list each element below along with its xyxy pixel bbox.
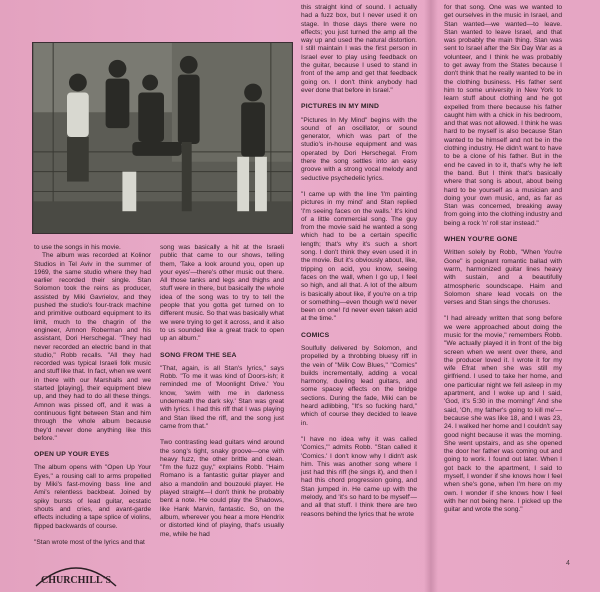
paragraph: "Stan wrote most of the lyrics and that bbox=[34, 538, 145, 546]
paragraph: for that song. One was we wanted to get ourselves in the music in Israel, and Stan wanted—we wanted—to leave. Stan wanted to leave Israel, and that was probably the main thing. Stan was sent to Israel after the Six Day War as a volunteer, and I think he was probably to get away from the States because I don't think that he really wanted to be in the clothing business. His father sent him to some university in New York to learn stuff about clothing and he got expelled from there because his father caught him with a chick in his bedroom, and that was not allowed. I think he was hard to be myself is also because Stan wanted to be himself and not be in the clothing industry. He didn't want to have to be a clone of his father. But in the end he caved in to it, that's why he left the band. But I think that's basically where that song is about, about being hard to be yourself as a musician and doing your own music, and, as far as Stan was concerned, breaking away from going into the clothing industry and being a rock 'n' roll star instead." bbox=[444, 4, 562, 227]
band-photo bbox=[32, 42, 293, 234]
paragraph: "I came up with the line 'I'm painting pictures in my mind' and Stan replied 'I'm seeing faces on the walls.' It's kind of a little commercial song. The guy from the movie said he wanted a song which had to be a certain specific length; that's why it's such a short song. I don't think they even used it in the movie. But it's obviously about, like, tripping on acid, you know, seeing faces on the wall, when I go up, I feel so high, and all that. A lot of the album is basically about like, if you're on a trip or something—even though we'd never been on one! I'd never even taken acid at the time." bbox=[301, 190, 417, 323]
paragraph: The album was recorded at Kolinor Studios in Tel Aviv in the summer of 1969, the same studio where they had earlier recorded their single. Stan Solomon took the reins as producer, assisted by Miki Gavrielov, and they pushed the studio's four-track machine and primitive outboard equipment to its limit, much to the chagrin of the engineer, Amnon Roberman and his assistant, Dori Herschegal. "They had never recorded an electric band in that studio," Robb recalls. "All they had recorded was typical Israeli folk music and stuff like that. In fact, when we went in there with our Marshalls and we started [playing], their equipment blew up, and they had to do all these things. Amnon was pissed off, and it was a continuous fight between Stan and him through the whole album because they'd never done anything like this before." bbox=[34, 252, 151, 442]
paragraph: song was basically a hit at the Israeli public that came to our shows, telling them, 'Take a look around you, open up your eyes'—there's other music out there. All those tanks and legs and thighs and stuff were in there, but basically the whole idea of the song was to try to tell the people that you gotta get turned on to different music. So that was basically what we were trying to get it across, and it also to us sounded like a great track to open up an album." bbox=[160, 244, 284, 343]
paragraph: Two contrasting lead guitars wind around the song's tight, snaky groove—one with heavy fuzz, the other brittle and clean. "I'm the fuzz guy," explains Robb. "Haim Romano is a fantastic guitar player and also a mandolin and bouzouki player. He played straight—I don't think he probably bent a note. He could play the Shadows, like Hank Marvin, fantastic. So, on the album, wherever you hear a more Hendrix or distorted kind of playing, that's usually me, while he had bbox=[160, 439, 284, 538]
paragraph: "Pictures In My Mind" begins with the sound of an oscillator, or sound generator, which was part of the studio's in-house equipment and was operated by Dori Herschegal. From there the song settles into an easy groove with a strong vocal melody and seductive psychedelic lyrics. bbox=[301, 116, 417, 182]
text-column-4 bbox=[444, 4, 562, 584]
text-column-1 bbox=[34, 244, 151, 572]
text-column-3 bbox=[301, 4, 417, 584]
text-column-2 bbox=[160, 244, 284, 580]
paragraph: Written solely by Robb, "When You're Gone" is poignant romantic ballad with warm, harmonized guitar lines heavy with sustain, and a beautifully atmospheric soundscape. Haim and Solomon share lead vocals on the verses and Stan sings the choruses. bbox=[444, 249, 562, 307]
churchills-logo-mark bbox=[34, 556, 118, 590]
paragraph: "I had already written that song before we were approached about doing the music for the movie," remembers Robb. "We actually played it in front of the big screen when we went over there, and the producer loved it. I wrote it for my wife Efrat when she was still my girlfriend. I used to take her home, and one particular night we fell asleep in my apartment, and I woke up and I said, 'God, it's 5:30 in the morning!' And she said, 'Oh, my father's going to kill me'—because she was like 18, and I was 23, 24. I walked her home and I couldn't say good night because it was the morning. She went upstairs, and as she opened the door her father was coming out and going to work. I found out later. When I got back to the apartment, I said to myself, I wonder if she knows how I feel when she's gone, when I'm here on my own. I wonder if she knows how I feel with her not being here. I picked up the guitar and wrote the song." bbox=[444, 315, 562, 514]
paragraph: "That, again, is all Stan's lyrics," says Robb. "To me it was kind of Doors-ish; it reminded me of 'Moonlight Drive.' You know, 'swim with me in darkness underneath the dark sky.' Stan was great with lyrics. I had this riff that I was playing and Stan liked the riff, and the song just came from that." bbox=[160, 364, 284, 430]
section-heading: SONG FROM THE SEA bbox=[160, 351, 237, 359]
section-heading: PICTURES IN MY MIND bbox=[301, 103, 380, 111]
paragraph: Soulfully delivered by Solomon, and propelled by a throbbing bluesy riff in the vein of "Milk Cow Blues," "Comics" builds incrementally, adding a vocal harmony, dueling lead guitars, and some spacey effects on the bridge sections. During the fade, Miki can be heard adlibbing, "It's so fucking hard," which of course they decided to leave in. bbox=[301, 344, 417, 427]
band-photo-illustration bbox=[33, 43, 292, 233]
paragraph: The album opens with "Open Up Your Eyes," a rousing call to arms propelled by Miki's fast-moving bass line and Ami's relentless backbeat. Joined by spiky bursts of lead guitar, ecstatic shouts and cries, and avant-garde effects including a tape splice of violins, flipped backwards of course. bbox=[34, 464, 151, 530]
section-heading: OPEN UP YOUR EYES bbox=[34, 451, 110, 459]
paragraph: this straight kind of sound. I actually had a fuzz box, but I never used it on stage. In those days there were no effects; you just turned the amp all the way up and used the natural distortion. I still maintain I was the first person in Israel ever to play using feedback on the guitar, because I used to stand in front of the amp and get that feedback going on. I don't think anybody had ever done that before in Israel." bbox=[301, 4, 417, 94]
section-heading: WHEN YOU'RE GONE bbox=[444, 236, 518, 244]
page-number: 4 bbox=[566, 560, 570, 567]
booklet-spine bbox=[424, 0, 438, 592]
logo-text: CHURCHILL'S bbox=[40, 575, 112, 586]
churchills-logo bbox=[34, 556, 118, 590]
paragraph: "I have no idea why it was called 'Comics,'" admits Robb. "Stan called it 'Comics.' I don't know why I didn't ask him. This was another song where I just had this riff (he sings it), and then I had this chord progression going, and Stan jumped in. He came up with the melody, and 'it's so hard to be myself'—and all that stuff. I think there are two reasons behind the lyrics that he wrote bbox=[301, 435, 417, 518]
section-heading: COMICS bbox=[301, 331, 330, 339]
paragraph: to use the songs in his movie. bbox=[34, 244, 121, 251]
